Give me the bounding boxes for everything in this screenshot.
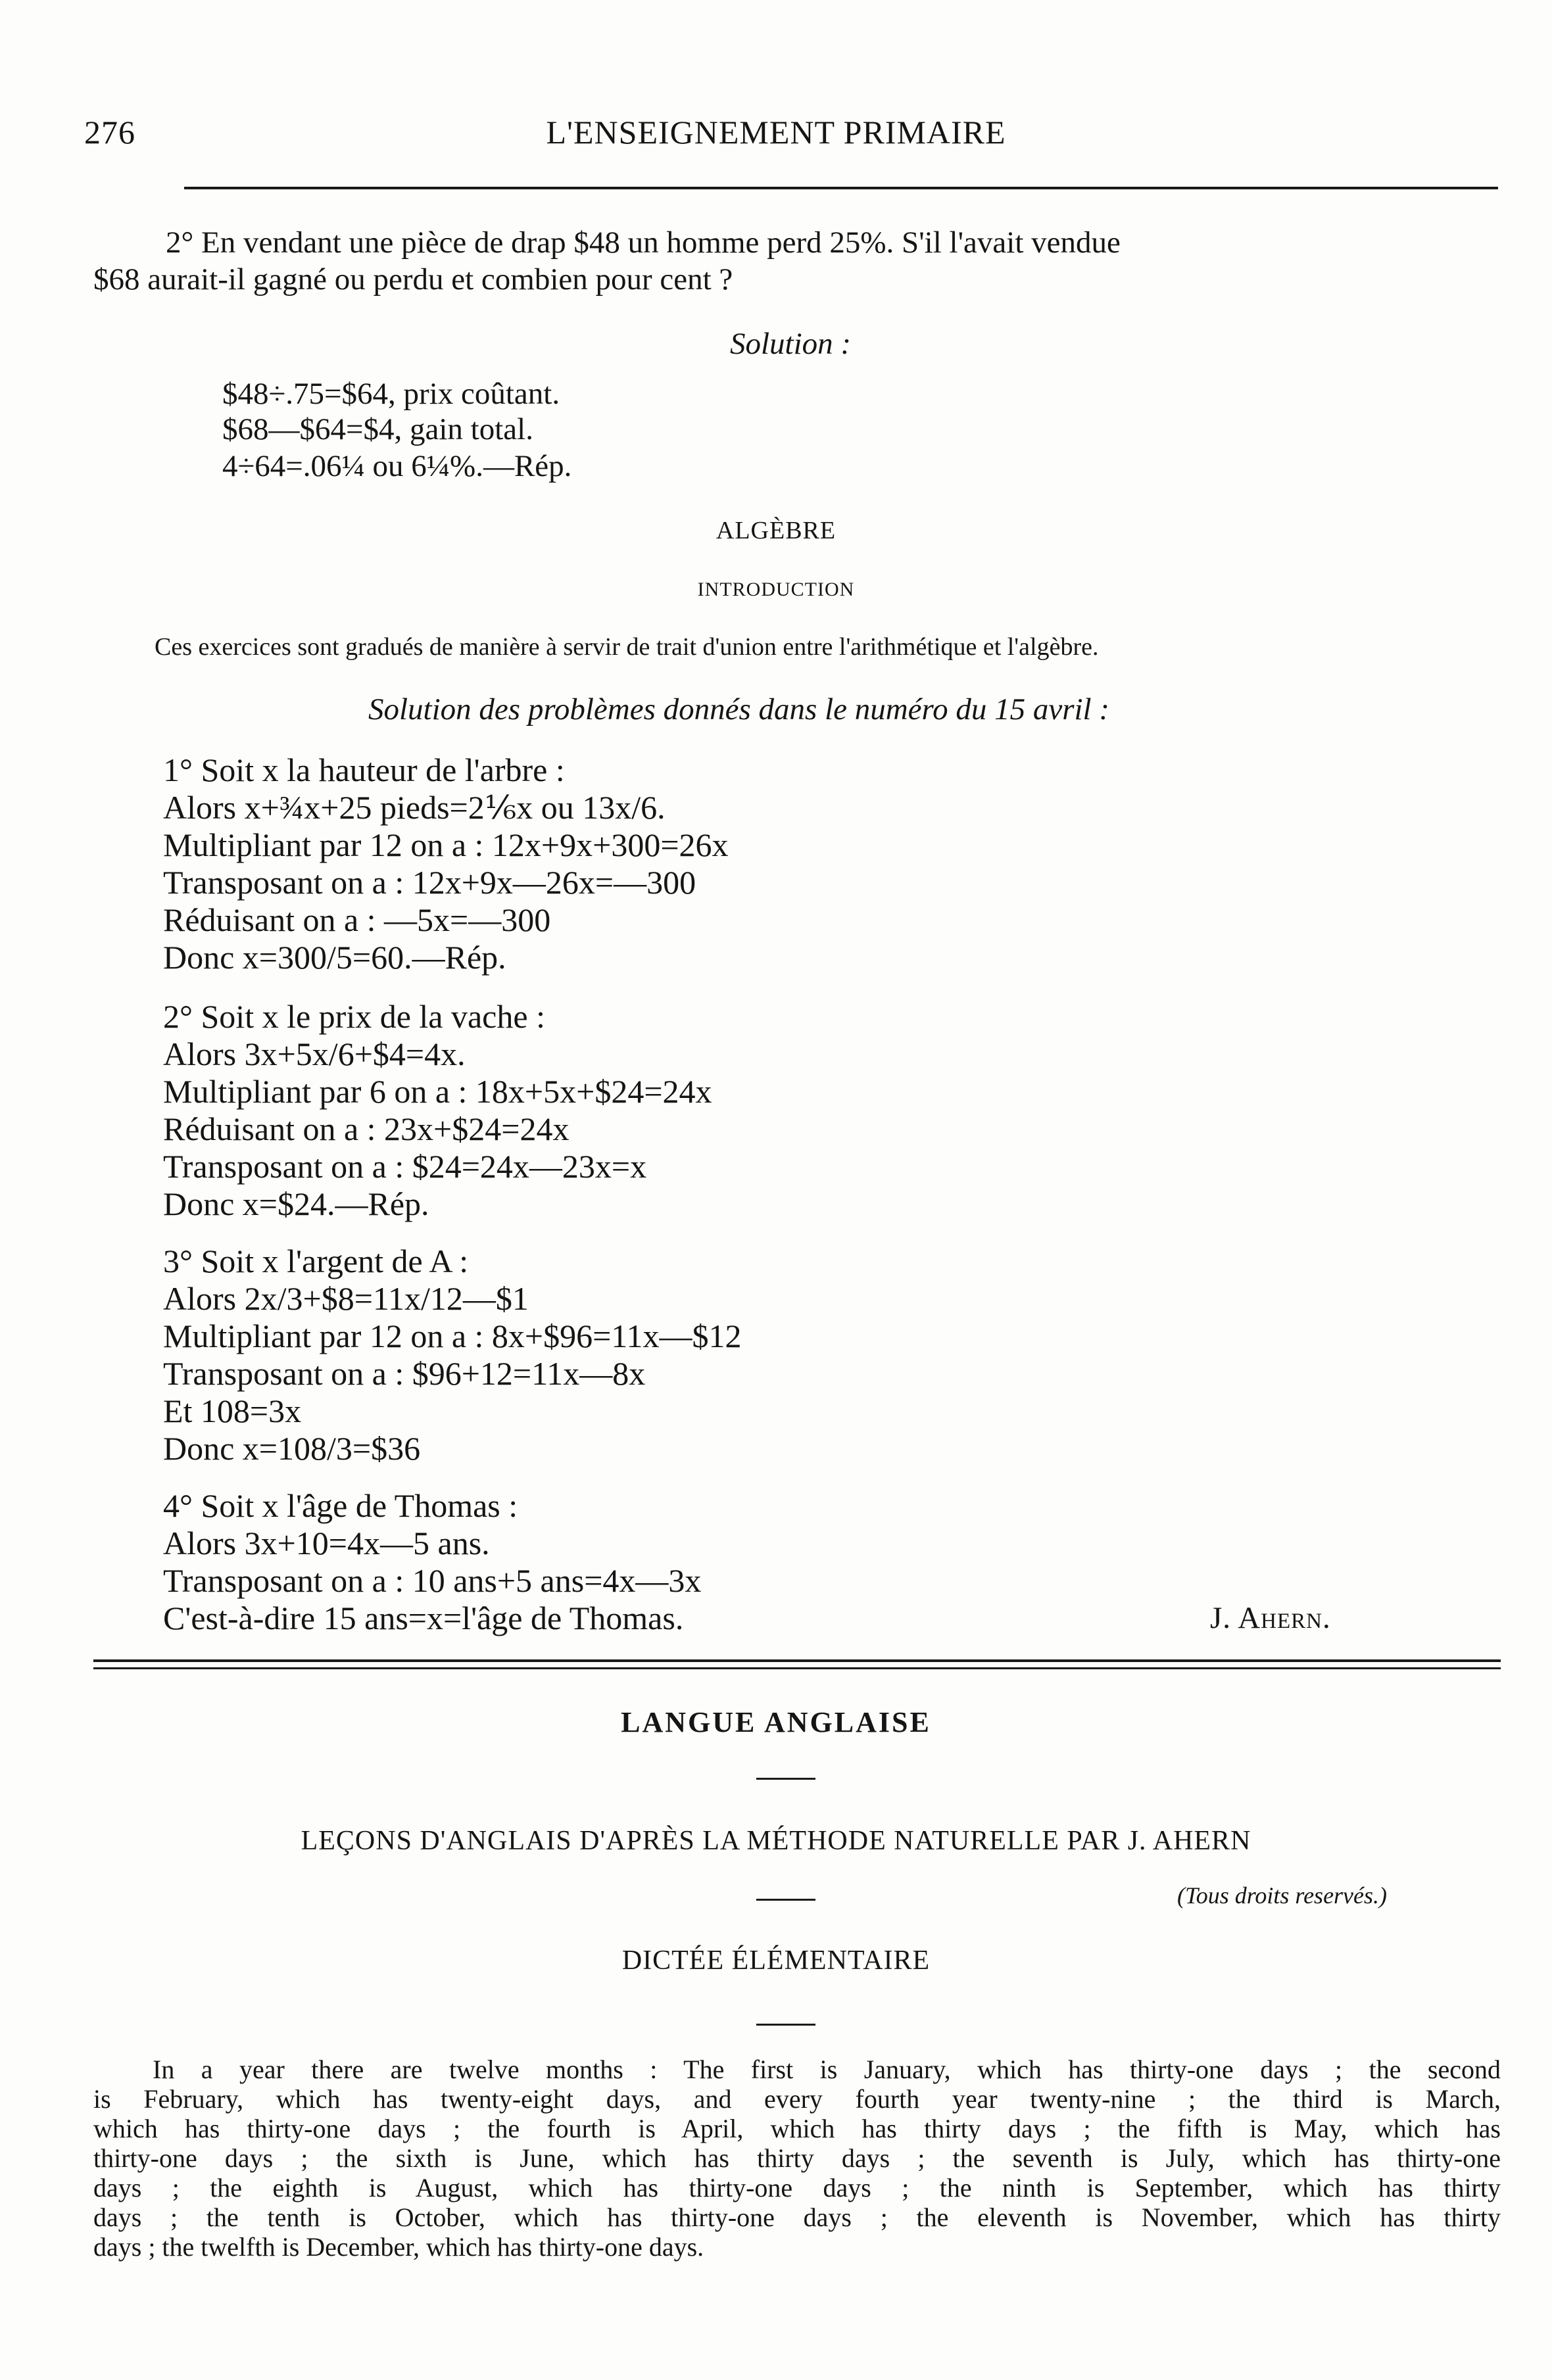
solution-line: 3° Soit x l'argent de A :	[163, 1243, 469, 1279]
solution-step: $68—$64=$4, gain total.	[222, 412, 533, 446]
intro-text: Ces exercices sont gradués de manière à servir de trait d'union entre l'arithmétique et l'algèbre.	[155, 633, 1099, 661]
solution-line: Alors 2x/3+$8=11x/12—$1	[163, 1280, 529, 1317]
solution-line: Multipliant par 6 on a : 18x+5x+$24=24x	[163, 1073, 712, 1110]
problem-line: 2° En vendant une pièce de drap $48 un homme perd 25%. S'il l'avait vendue	[166, 226, 1121, 260]
solution-line: 1° Soit x la hauteur de l'arbre :	[163, 751, 565, 788]
short-rule	[756, 1899, 815, 1901]
solution-line: Multipliant par 12 on a : 8x+$96=11x—$12	[163, 1318, 742, 1354]
solution-line: Alors x+¾x+25 pieds=2⅙x ou 13x/6.	[163, 789, 666, 826]
running-title: L'ENSEIGNEMENT PRIMAIRE	[546, 114, 1006, 151]
rights-notice: (Tous droits reservés.)	[1177, 1882, 1388, 1909]
dictation-line: days ; the twelfth is December, which has thirty-one days.	[93, 2232, 704, 2262]
solution-line: Et 108=3x	[163, 1392, 302, 1429]
problem-4	[163, 1487, 701, 1637]
problem-line: $68 aurait-il gagné ou perdu et combien pour cent ?	[93, 262, 733, 297]
problem-1	[163, 751, 729, 976]
solution-line: Donc x=$24.—Rép.	[163, 1185, 429, 1222]
solution-label: Solution :	[730, 327, 852, 361]
solution-line: Réduisant on a : —5x=—300	[163, 901, 551, 938]
solution-line: Donc x=300/5=60.—Rép.	[163, 939, 506, 976]
dictation-line: thirty-one days ; the sixth is June, which has thirty days ; the seventh is July, which has thirty-one	[93, 2143, 1501, 2173]
short-rule	[756, 2024, 815, 2026]
problem-3	[163, 1243, 741, 1467]
dictation-line: is February, which has twenty-eight days, and every fourth year twenty-nine ; the third is March,	[93, 2084, 1501, 2114]
solution-line: Alors 3x+5x/6+$4=4x.	[163, 1035, 466, 1072]
solution-line: Transposant on a : $24=24x—23x=x	[163, 1148, 647, 1185]
dictation-line: In a year there are twelve months : The first is January, which has thirty-one days ; the second	[153, 2055, 1501, 2084]
solution-line: Transposant on a : 12x+9x—26x=—300	[163, 864, 696, 901]
solution-line: Alors 3x+10=4x—5 ans.	[163, 1525, 490, 1561]
dictation-line: which has thirty-one days ; the fourth is April, which has thirty days ; the fifth is May, which has	[93, 2114, 1501, 2143]
solution-line: Transposant on a : $96+12=11x—8x	[163, 1355, 646, 1392]
introduction-heading: INTRODUCTION	[697, 579, 855, 600]
algebra-heading: ALGÈBRE	[715, 517, 837, 544]
solution-line: Transposant on a : 10 ans+5 ans=4x—3x	[163, 1562, 702, 1599]
solution-step: 4÷64=.06¼ ou 6¼%.—Rép.	[222, 449, 572, 483]
dictation-line: days ; the tenth is October, which has thirty-one days ; the eleventh is November, which has thirty	[93, 2202, 1501, 2232]
solution-line: Multipliant par 12 on a : 12x+9x+300=26x	[163, 826, 729, 863]
header-rule	[184, 187, 1498, 189]
lesson-subtitle: LEÇONS D'ANGLAIS D'APRÈS LA MÉTHODE NATURELLE PAR J. AHERN	[301, 1826, 1251, 1856]
solution-step: $48÷.75=$64, prix coûtant.	[222, 377, 560, 411]
dictation-line: days ; the eighth is August, which has thirty-one days ; the ninth is September, which has thirty	[93, 2173, 1501, 2202]
solution-line: Donc x=108/3=$36	[163, 1430, 421, 1467]
dictation-heading: DICTÉE ÉLÉMENTAIRE	[621, 1945, 931, 1976]
dictation-paragraph	[93, 2055, 1501, 2262]
section-rule	[93, 1659, 1501, 1662]
solutions-label: Solution des problèmes donnés dans le numéro du 15 avril :	[368, 692, 1110, 726]
solution-line: C'est-à-dire 15 ans=x=l'âge de Thomas.	[163, 1600, 684, 1636]
solution-line: 2° Soit x le prix de la vache :	[163, 998, 545, 1035]
solution-line: 4° Soit x l'âge de Thomas :	[163, 1487, 518, 1524]
page-number: 276	[84, 114, 135, 151]
author-signature: J. Ahern.	[1210, 1601, 1331, 1635]
solution-line: Réduisant on a : 23x+$24=24x	[163, 1110, 570, 1147]
section-rule	[93, 1667, 1501, 1669]
short-rule	[756, 1778, 815, 1780]
english-heading: LANGUE ANGLAISE	[621, 1706, 931, 1738]
problem-2	[163, 998, 712, 1223]
